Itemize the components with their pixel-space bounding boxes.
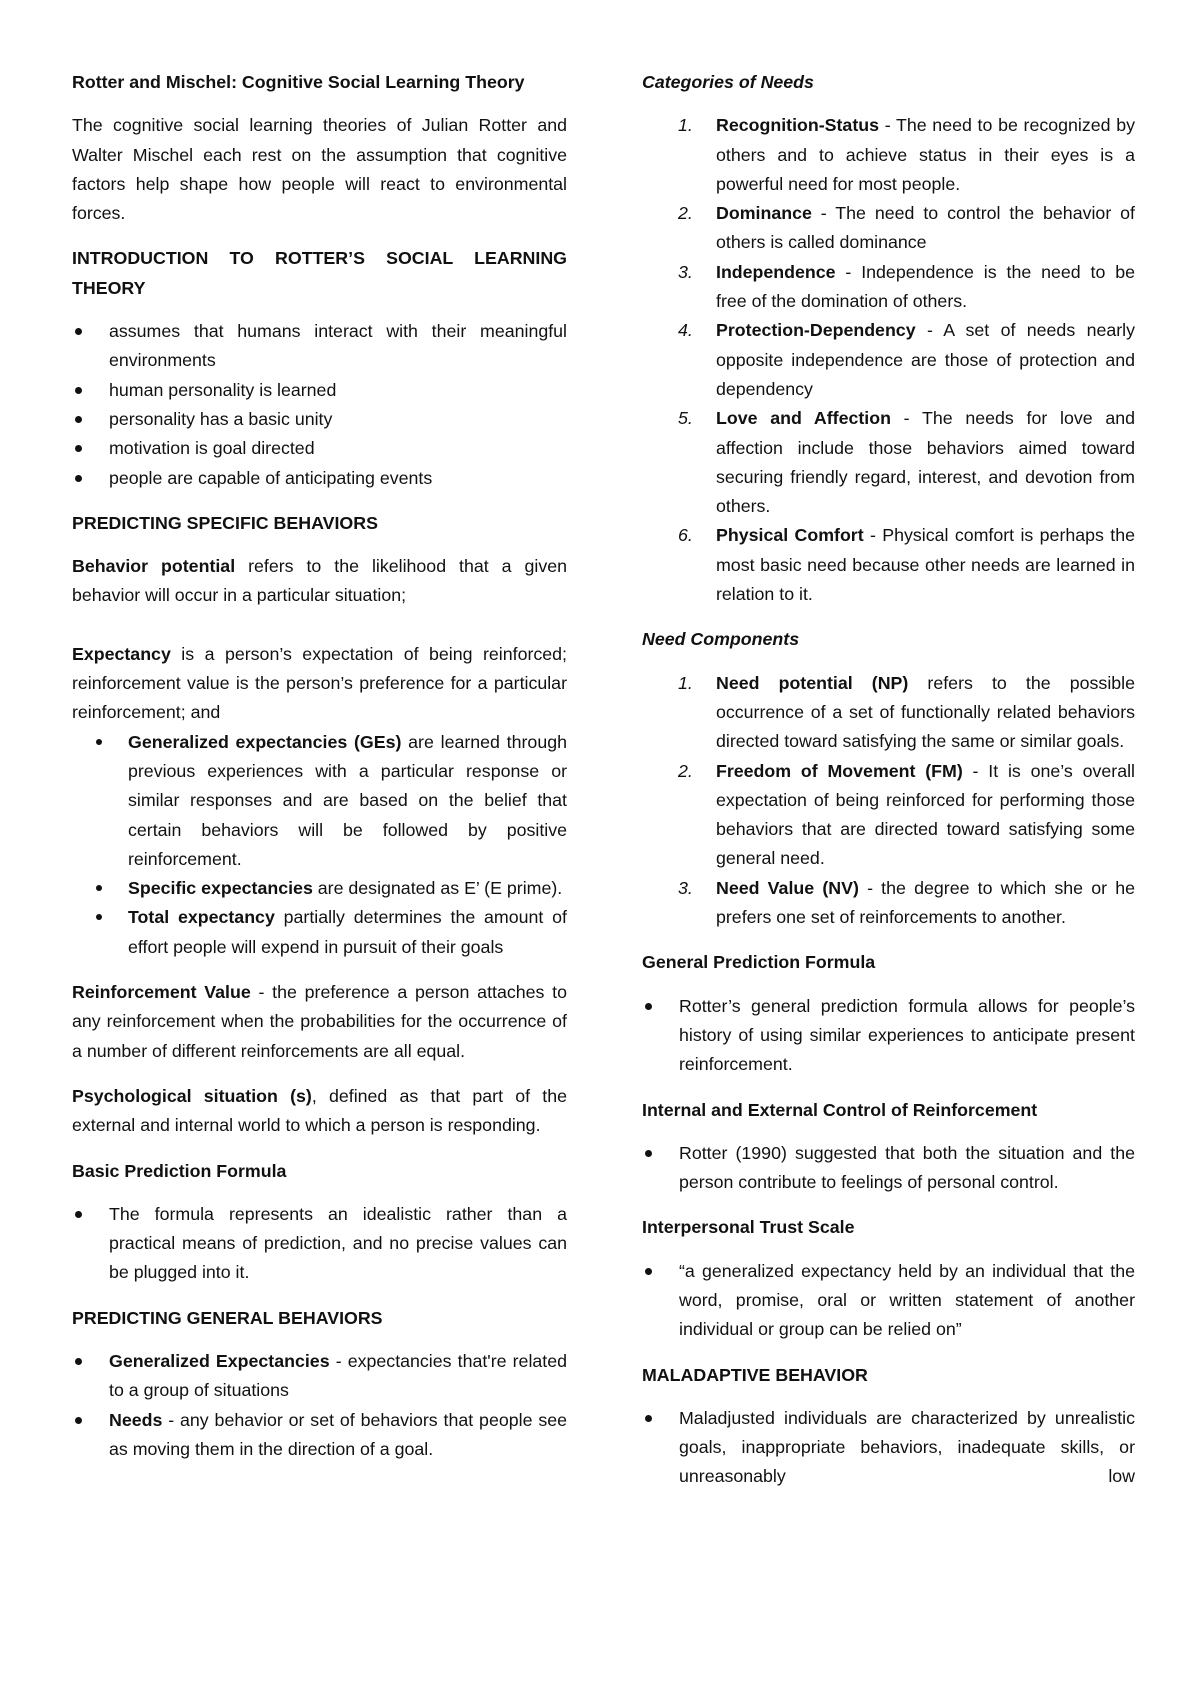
item-number: 3. xyxy=(678,261,693,282)
expectancy-bullet-list xyxy=(72,728,567,962)
list-item xyxy=(642,669,1135,757)
term: Specific expectancies xyxy=(128,878,313,899)
intro-paragraph: The cognitive social learning theories of Julian Rotter and Walter Mischel each rest on the assumption that cognitive factors help shape how people will react to environmental forces. xyxy=(72,115,567,224)
list-item xyxy=(642,757,1135,874)
definition: is a person’s expectation of being reinforced; reinforcement value is the person’s preference for a particular reinforcement; and xyxy=(72,643,567,723)
item-number: 2. xyxy=(678,203,693,224)
general-behaviors-list xyxy=(72,1347,567,1464)
list-item: Maladjusted individuals are characterized by unrealistic goals, inappropriate behaviors, inadequate skills, or unreasonably low xyxy=(642,1404,1135,1492)
definition: - Physical comfort is perhaps the most basic need because other needs are learned in relation to it. xyxy=(716,525,1135,605)
term: Reinforcement Value xyxy=(72,982,251,1003)
categories-list xyxy=(642,111,1135,609)
term: Total expectancy xyxy=(128,907,275,928)
term: Generalized expectancies (GEs) xyxy=(128,731,402,752)
psychological-situation-paragraph xyxy=(72,1082,567,1141)
term: Needs xyxy=(109,1409,163,1430)
list-item: The formula represents an idealistic rather than a practical means of prediction, and no precise values can be plugged into it. xyxy=(72,1200,567,1288)
list-item xyxy=(642,521,1135,609)
behavior-potential-paragraph xyxy=(72,552,567,611)
term: Physical Comfort xyxy=(716,525,864,546)
list-item xyxy=(642,874,1135,933)
list-item xyxy=(642,258,1135,317)
item-number: 3. xyxy=(678,877,693,898)
item-number: 6. xyxy=(678,525,693,546)
expectancy-paragraph xyxy=(72,640,567,728)
term: Psychological situation (s) xyxy=(72,1085,312,1106)
list-item xyxy=(72,728,567,874)
definition: partially determines the amount of effort people will expend in pursuit of their goals xyxy=(128,907,567,957)
trust-scale-list xyxy=(642,1257,1135,1345)
control-list xyxy=(642,1139,1135,1198)
term: Need potential (NP) xyxy=(716,672,909,693)
categories-heading: Categories of Needs xyxy=(642,72,814,92)
list-item xyxy=(72,1406,567,1465)
term: Freedom of Movement (FM) xyxy=(716,760,963,781)
components-heading: Need Components xyxy=(642,629,800,650)
definition: - The need to control the behavior of others is called dominance xyxy=(716,203,1135,253)
intro-heading: INTRODUCTION TO ROTTER’S SOCIAL LEARNING THEORY xyxy=(72,248,567,298)
item-number: 5. xyxy=(678,408,693,429)
list-item: Rotter (1990) suggested that both the situation and the person contribute to feelings of personal control. xyxy=(642,1139,1135,1198)
general-prediction-heading: General Prediction Formula xyxy=(642,952,876,973)
list-item: Rotter’s general prediction formula allows for people’s history of using similar experiences to anticipate present reinforcement. xyxy=(642,992,1135,1080)
intro-bullet-list xyxy=(72,317,567,493)
term: Love and Affection xyxy=(716,408,891,429)
list-item: people are capable of anticipating events xyxy=(72,464,567,493)
term: Recognition-Status xyxy=(716,115,879,136)
left-column xyxy=(72,68,567,1480)
definition: - The need to be recognized by others and to achieve status in their eyes is a powerful need for most people. xyxy=(716,115,1135,194)
list-item xyxy=(642,404,1135,521)
term: Dominance xyxy=(716,203,812,224)
basic-prediction-heading: Basic Prediction Formula xyxy=(72,1160,287,1181)
right-column xyxy=(642,68,1135,1508)
definition: - the degree to which she or he prefers one set of reinforcements to another. xyxy=(716,877,1135,928)
reinforcement-value-paragraph xyxy=(72,978,567,1066)
general-behaviors-heading: PREDICTING GENERAL BEHAVIORS xyxy=(72,1307,383,1328)
list-item xyxy=(72,903,567,962)
definition: - expectancies that're related to a group of situations xyxy=(109,1350,567,1401)
term: Generalized Expectancies xyxy=(109,1350,330,1371)
list-item: motivation is goal directed xyxy=(72,434,567,463)
list-item xyxy=(642,316,1135,404)
basic-prediction-list xyxy=(72,1200,567,1288)
specific-behaviors-heading: PREDICTING SPECIFIC BEHAVIORS xyxy=(72,512,378,533)
maladaptive-list xyxy=(642,1404,1135,1492)
list-item: personality has a basic unity xyxy=(72,405,567,434)
definition: refers to the likelihood that a given behavior will occur in a particular situation; xyxy=(72,556,567,606)
item-number: 1. xyxy=(678,672,693,693)
general-prediction-list xyxy=(642,992,1135,1080)
definition: - It is one’s overall expectation of being reinforced for performing those behaviors that are directed toward satisfying some general need. xyxy=(716,760,1135,869)
term: Expectancy xyxy=(72,643,171,664)
term: Need Value (NV) xyxy=(716,877,859,898)
definition: - A set of needs nearly opposite independence are those of protection and dependency xyxy=(716,320,1135,399)
definition: - Independence is the need to be free of the domination of others. xyxy=(716,261,1135,312)
definition: - the preference a person attaches to any reinforcement when the probabilities for the occurrence of a number of different reinforcements are all equal. xyxy=(72,982,567,1061)
components-list xyxy=(642,669,1135,933)
list-item xyxy=(72,874,567,903)
maladaptive-heading: MALADAPTIVE BEHAVIOR xyxy=(642,1364,868,1385)
term: Protection-Dependency xyxy=(716,320,916,341)
definition: - any behavior or set of behaviors that people see as moving them in the direction of a goal. xyxy=(109,1409,567,1459)
item-number: 4. xyxy=(678,320,693,341)
item-number: 2. xyxy=(678,760,693,781)
control-heading: Internal and External Control of Reinforcement xyxy=(642,1099,1038,1120)
definition: are learned through previous experiences with a particular response or similar responses and are based on the belief that certain behaviors will be followed by positive reinforcement. xyxy=(128,731,567,869)
list-item xyxy=(642,199,1135,258)
list-item xyxy=(642,111,1135,199)
term: Behavior potential xyxy=(72,556,236,577)
definition: refers to the possible occurrence of a set of functionally related behaviors directed toward satisfying the same or similar goals. xyxy=(716,672,1135,752)
document-title: Rotter and Mischel: Cognitive Social Learning Theory xyxy=(72,72,525,92)
list-item: “a generalized expectancy held by an individual that the word, promise, oral or written statement of another individual or group can be relied on” xyxy=(642,1257,1135,1345)
definition: are designated as E’ (E prime). xyxy=(312,878,563,899)
list-item: human personality is learned xyxy=(72,376,567,405)
term: Independence xyxy=(716,261,836,282)
list-item: assumes that humans interact with their meaningful environments xyxy=(72,317,567,376)
list-item xyxy=(72,1347,567,1406)
definition: , defined as that part of the external and internal world to which a person is responding. xyxy=(72,1085,568,1136)
definition: - The needs for love and affection include those behaviors aimed toward securing friendly regard, interest, and devotion from others. xyxy=(716,408,1135,517)
item-number: 1. xyxy=(678,115,693,136)
trust-scale-heading: Interpersonal Trust Scale xyxy=(642,1217,855,1238)
